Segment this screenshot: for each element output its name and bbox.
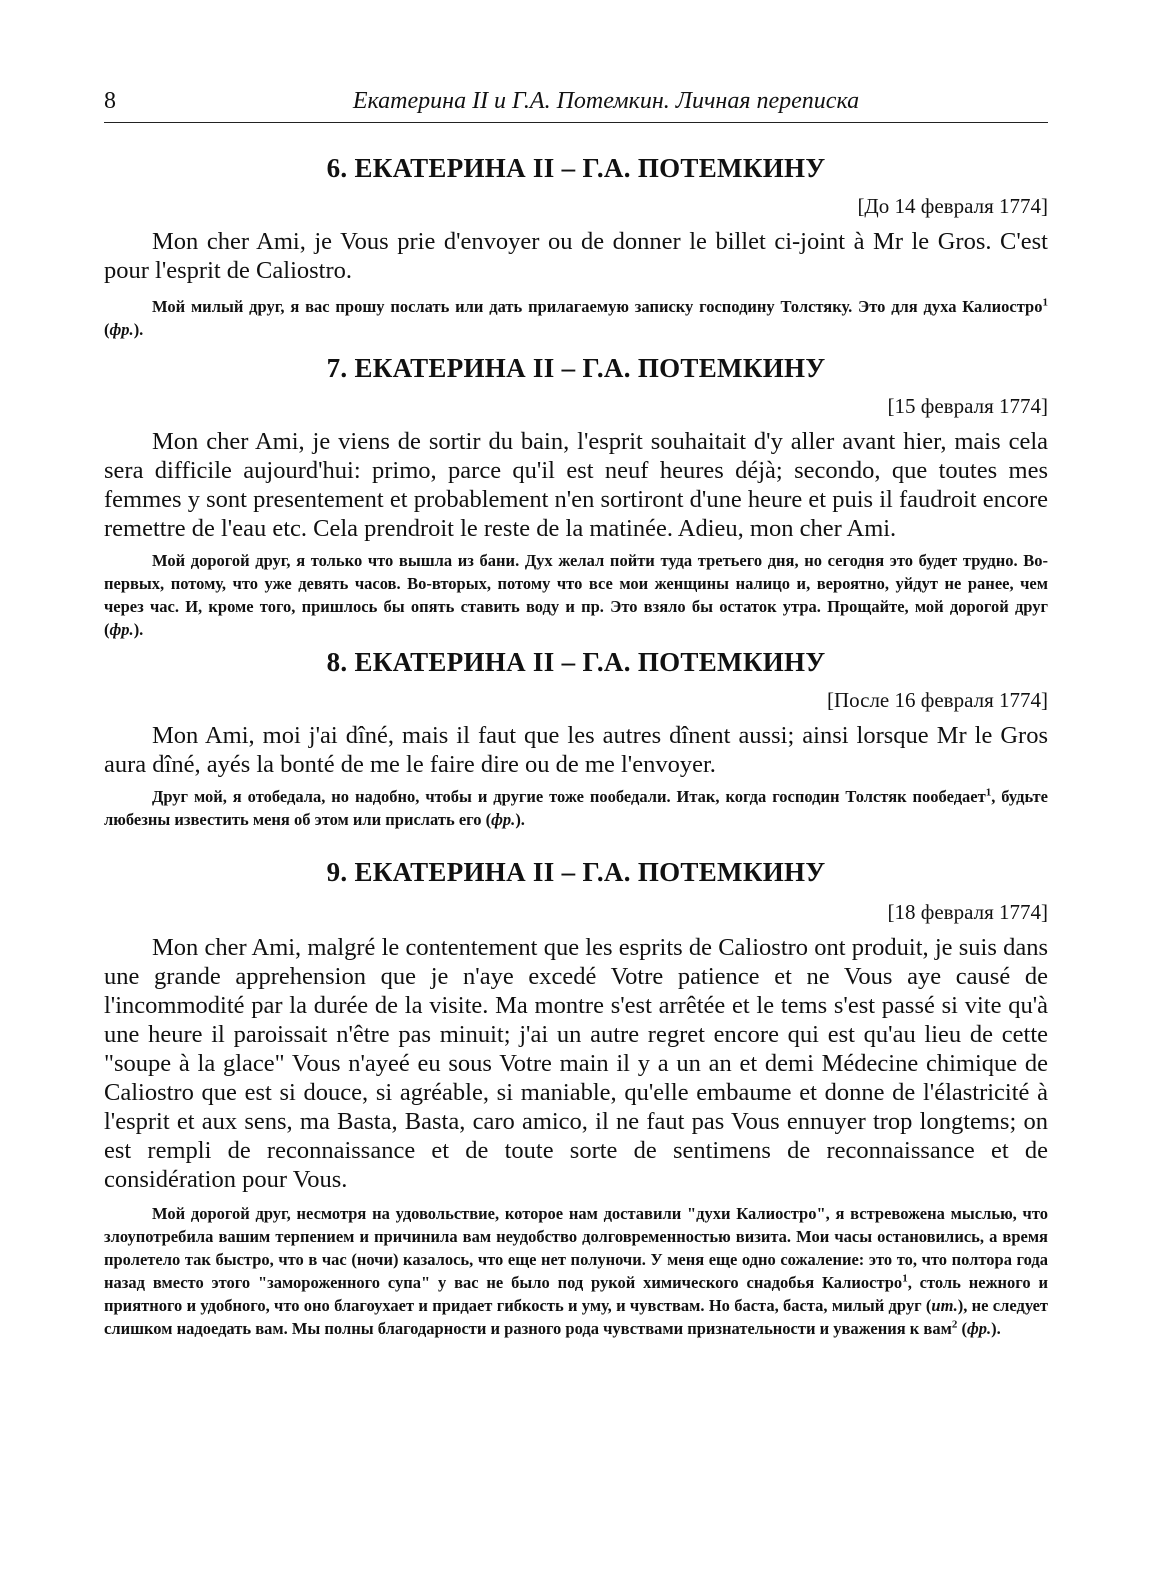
language-note: фр. (109, 320, 134, 339)
letter-translation (104, 295, 1048, 341)
letter-8 (104, 647, 1048, 831)
letter-7 (104, 353, 1048, 641)
footnote-marker: 1 (1042, 296, 1048, 309)
letter-original-text: Mon cher Ami, malgré le contentement que les esprits de Caliostro ont produit, je suis dans une grande apprehension que je n'aye excedé Votre patience et ne Vous aye causé de l'incommodité par la durée de la visite. Ma montre s'est arrêtée et le tems s'est passé si vite qu'à une heure il paroissait n'être pas minuit; j'ai un autre regret encore qui est qu'au lieu de cette "soupe à la glace" Vous n'ayeé eu sous Votre main il y a un an et demi Médecine chimique de Caliostro que est si douce, si agréable, si maniable, qu'elle embaume et donne de l'élastricité à l'esprit et aux sens, ma Basta, Basta, caro amico, il ne faut pas Vous ennuyer trop longtems; on est rempli de reconnaissance et de toute sorte de sentimens de reconnaissance et de considération pour Vous. (104, 934, 1048, 1193)
letter-date: [18 февраля 1774] (887, 900, 1048, 924)
letter-date: [До 14 февраля 1774] (857, 194, 1048, 218)
translation-text: Мой милый друг, я вас прошу послать или дать прилагаемую записку господину Толстяку. Это для духа Калиостро (152, 297, 1043, 316)
letter-date: [После 16 февраля 1774] (826, 688, 1048, 712)
page-number: 8 (104, 88, 116, 114)
letter-translation (104, 1202, 1048, 1340)
translation-text: ( (957, 1319, 967, 1338)
letter-original-text: Mon cher Ami, je Vous prie d'envoyer ou de donner le billet ci-joint à Mr le Gros. C'est pour l'esprit de Caliostro. (104, 228, 1048, 284)
translation-text: ). (515, 810, 525, 829)
footnote-marker: 1 (902, 1272, 908, 1285)
translation-text: Мой дорогой друг, несмотря на удовольствие, которое нам доставили "духи Калиостро", я встревожена мыслью, что злоупотребила вашим терпением и причинила вам неудобство долговременностью визита. Мои часы остановились, а время пролетело так быстро, что в час (ночи) казалось, что еще нет полуночи. У меня еще одно сожаление: это то, что полтора года назад вместо этого "замороженного супа" у вас не было под рукой химического снадобья Калиостро (104, 1204, 1048, 1292)
translation-text: Друг мой, я отобедала, но надобно, чтобы и другие тоже пообедали. Итак, когда господин Толстяк пообедает (152, 787, 986, 806)
letter-date: [15 февраля 1774] (887, 394, 1048, 418)
translation-text: ), не следует слишком надоедать вам. Мы полны благодарности и разного рода чувствами признательности и уважения к вам (104, 1296, 1049, 1338)
letter-title: 9. ЕКАТЕРИНА II – Г.А. ПОТЕМКИНУ (326, 857, 826, 887)
translation-text: ). (991, 1319, 1001, 1338)
language-note: ит. (931, 1296, 958, 1315)
translation-text: ( (104, 320, 110, 339)
running-title: Екатерина II и Г.А. Потемкин. Личная переписка (352, 88, 860, 114)
translation-text: , столь нежного и приятного и удобного, что оно благоухает и придает гибкость и уму, и чувствам. Но баста, баста, милый друг ( (104, 1273, 1048, 1315)
running-header (104, 88, 1048, 123)
language-note: фр. (966, 1319, 992, 1338)
letter-title: 6. ЕКАТЕРИНА II – Г.А. ПОТЕМКИНУ (326, 153, 826, 183)
language-note: фр. (491, 810, 516, 829)
translation-text: Мой дорогой друг, я только что вышла из бани. Дух желал пойти туда третьего дня, но сегодня это будет трудно. Во-первых, потому, что уже девять часов. Во-вторых, потому что все мои женщины налицо и, вероятно, уйдут не ранее, чем через час. И, кроме того, пришлось бы опять ставить воду и пр. Это взяло бы остаток утра. Прощайте, мой дорогой друг ( (104, 551, 1048, 639)
letter-original-text: Mon cher Ami, je viens de sortir du bain, l'esprit souhaitait d'y aller avant hier, mais cela sera difficile aujourd'hui: primo, parce qu'il est neuf heures déjà; secondo, que toutes mes femmes y sont presentement et probablement n'en sortiront d'une heure et puis il faudroit encore remettre de l'eau etc. Cela prendroit le reste de la matinée. Adieu, mon cher Ami. (104, 428, 1048, 542)
letter-6 (104, 153, 1048, 341)
letter-translation (104, 549, 1048, 641)
translation-text: ). (133, 320, 144, 339)
letter-translation (104, 785, 1048, 831)
letter-original-text: Mon Ami, moi j'ai dîné, mais il faut que les autres dînent aussi; ainsi lorsque Mr le Gros aura dîné, ayés la bonté de me le faire dire ou de me l'envoyer. (104, 722, 1048, 778)
footnote-marker: 1 (985, 786, 992, 799)
letter-title: 7. ЕКАТЕРИНА II – Г.А. ПОТЕМКИНУ (326, 353, 826, 383)
letter-title: 8. ЕКАТЕРИНА II – Г.А. ПОТЕМКИНУ (326, 647, 826, 677)
letter-9 (104, 857, 1048, 1340)
document-page (104, 88, 1048, 1340)
translation-text: , будьте любезны известить меня об этом или прислать его ( (104, 787, 1048, 829)
language-note: фр. (109, 620, 134, 639)
footnote-marker: 2 (951, 1318, 958, 1331)
translation-text: ). (133, 620, 144, 639)
